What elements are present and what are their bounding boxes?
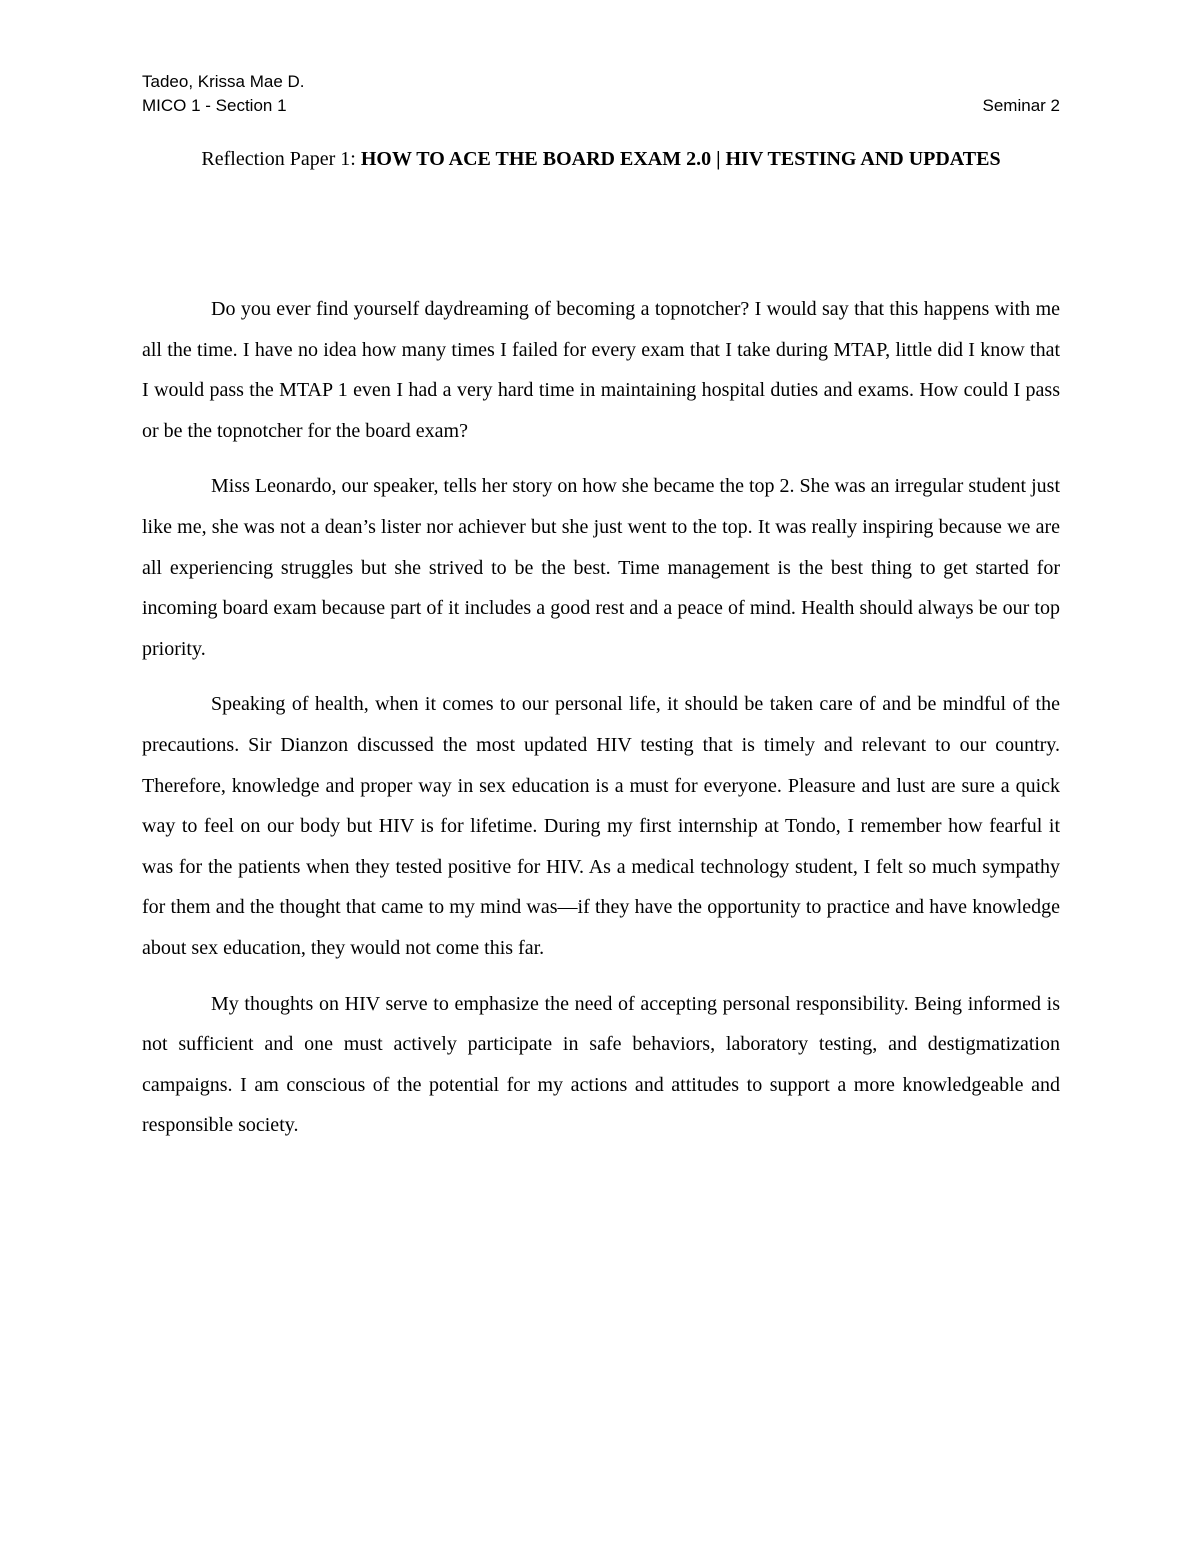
- course-section: MICO 1 - Section 1: [142, 96, 287, 115]
- paragraph-4: My thoughts on HIV serve to emphasize the need of accepting personal responsibility. Being informed is not sufficient and one must actively participate in safe behaviors, laboratory testing, and destigmatization campaigns. I am conscious of the potential for my actions and attitudes to support a more knowledgeable and responsible society.: [142, 992, 1060, 1137]
- header-row: [142, 94, 1060, 118]
- paragraph-2: Miss Leonardo, our speaker, tells her story on how she became the top 2. She was an irregular student just like me, she was not a dean’s lister nor achiever but she just went to the top. It was really inspiring because we are all experiencing struggles but she strived to be the best. Time management is the best thing to get started for incoming board exam because part of it includes a good rest and a peace of mind. Health should always be our top priority.: [142, 475, 1060, 660]
- paper-title: [142, 140, 1060, 179]
- author-name: Tadeo, Krissa Mae D.: [142, 72, 305, 91]
- paper-body: [142, 289, 1060, 1161]
- paragraph-1: Do you ever find yourself daydreaming of becoming a topnotcher? I would say that this happens with me all the time. I have no idea how many times I failed for every exam that I take during MTAP, little did I know that I would pass the MTAP 1 even I had a very hard time in maintaining hospital duties and exams. How could I pass or be the topnotcher for the board exam?: [142, 298, 1060, 442]
- seminar-label: Seminar 2: [982, 96, 1060, 115]
- paragraph-3: Speaking of health, when it comes to our personal life, it should be taken care of and be mindful of the precautions. Sir Dianzon discussed the most updated HIV testing that is timely and relevant to our country. Therefore, knowledge and proper way in sex education is a must for everyone. Pleasure and lust are sure a quick way to feel on our body but HIV is for lifetime. During my first internship at Tondo, I remember how fearful it was for the patients when they tested positive for HIV. As a medical technology student, I felt so much sympathy for them and the thought that came to my mind was—if they have the opportunity to practice and have knowledge about sex education, they would not come this far.: [142, 693, 1060, 959]
- title-main: HOW TO ACE THE BOARD EXAM 2.0 | HIV TESTING AND UPDATES: [360, 148, 1001, 170]
- title-prefix: Reflection Paper 1:: [201, 148, 361, 170]
- document-header: [142, 70, 1060, 118]
